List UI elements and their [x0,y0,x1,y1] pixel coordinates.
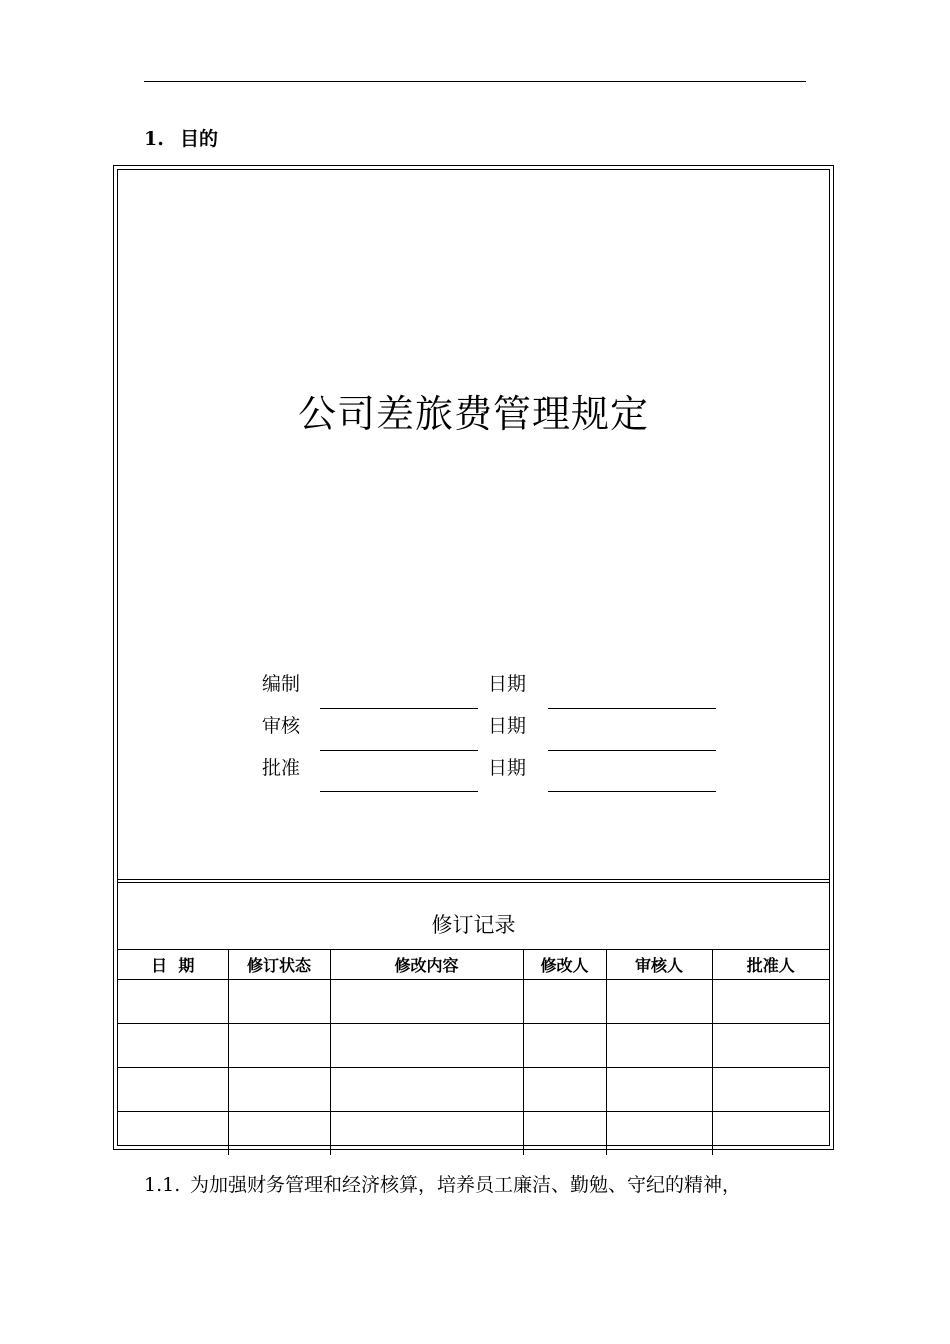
section-separator [118,879,829,883]
signoff-date-label-compile: 日期 [488,673,527,695]
table-cell[interactable] [712,1024,829,1068]
table-row [118,980,829,1024]
signoff-label-review: 审核 [262,715,301,737]
table-cell[interactable] [606,980,712,1024]
table-cell[interactable] [330,1068,523,1112]
table-cell[interactable] [118,980,228,1024]
table-cell[interactable] [523,1068,606,1112]
table-cell[interactable] [118,1112,228,1156]
col-header-content: 修改内容 [330,950,523,980]
signoff-date-line-review[interactable] [548,750,716,751]
signoff-label-approve: 批准 [262,757,301,779]
document-title: 公司差旅费管理规定 [297,392,649,436]
section-number: 1. [144,128,164,150]
col-header-status: 修订状态 [228,950,330,980]
table-row [118,1024,829,1068]
table-cell[interactable] [523,980,606,1024]
signoff-line-review[interactable] [320,750,478,751]
section-title: 目的 [180,128,219,150]
paragraph-text: 为加强财务管理和经济核算，培养员工廉洁、勤勉、守纪的精神， [190,1174,742,1196]
revision-header-row [118,950,829,980]
table-cell[interactable] [330,1024,523,1068]
revision-table [118,949,829,1155]
table-cell[interactable] [523,1024,606,1068]
table-cell[interactable] [606,1068,712,1112]
table-cell[interactable] [523,1112,606,1156]
table-cell[interactable] [228,980,330,1024]
col-header-modifier: 修改人 [523,950,606,980]
table-cell[interactable] [712,1112,829,1156]
table-cell[interactable] [118,1068,228,1112]
cover-inner-frame [117,169,830,1146]
signoff-line-compile[interactable] [320,708,478,709]
paragraph-number: 1.1. [144,1174,181,1196]
table-row [118,1112,829,1156]
col-header-date: 日 期 [118,950,228,980]
cover-box [113,165,834,1150]
body-paragraph [144,1170,741,1197]
table-cell[interactable] [228,1112,330,1156]
table-row [118,1068,829,1112]
header-rule [144,81,806,82]
revision-title: 修订记录 [431,913,516,937]
table-cell[interactable] [330,1112,523,1156]
signoff-date-line-approve[interactable] [548,791,716,792]
table-cell[interactable] [606,1024,712,1068]
signoff-date-label-approve: 日期 [488,757,527,779]
col-header-reviewer: 审核人 [606,950,712,980]
signoff-label-compile: 编制 [262,673,301,695]
table-cell[interactable] [330,980,523,1024]
table-cell[interactable] [228,1024,330,1068]
signoff-line-approve[interactable] [320,791,478,792]
col-header-approver: 批准人 [712,950,829,980]
table-cell[interactable] [606,1112,712,1156]
table-cell[interactable] [712,980,829,1024]
signoff-date-line-compile[interactable] [548,708,716,709]
table-cell[interactable] [118,1024,228,1068]
section-heading [144,124,218,151]
signoff-date-label-review: 日期 [488,715,527,737]
table-cell[interactable] [712,1068,829,1112]
table-cell[interactable] [228,1068,330,1112]
